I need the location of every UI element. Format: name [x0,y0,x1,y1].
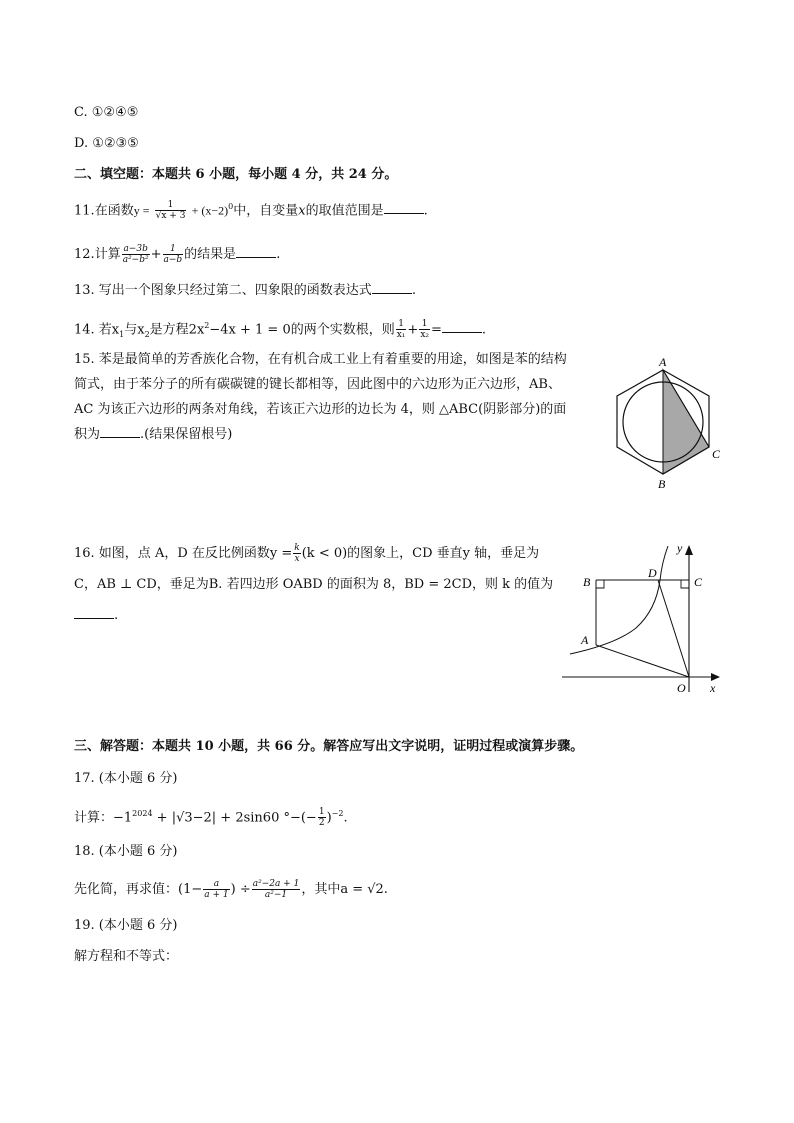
q11-text-b: 中，自变量 [233,203,299,219]
question-14: 14. 若$x_1$与$x_2$是方程$2x^2-4x + 1 = 0$的两个实数根，则 $\frac{1}{\text{x₁}}$ + $\frac{1}{\text{x₂}}$ = . [74,319,487,341]
question-13: 13. 写出一个图象只经过第二、四象限的函数表达式 . [74,283,416,298]
q18-title: 18. (本小题 6 分) [74,844,178,859]
q12-text-a: 计算 [94,247,121,262]
q16-label-x: x [710,681,716,695]
q15-line-2: 简式，由于苯分子的所有碳碳键的键长都相等，因此图中的六边形为正六边形，AB、 [74,377,561,392]
q15-answer-blank[interactable] [100,425,140,438]
q14-equals: = [431,322,442,338]
q11-text-a: 在函数 [94,203,134,219]
question-15 [74,347,602,447]
q16-line-2: C，AB ⊥ CD，垂足为B. 若四边形 OABD 的面积为 8，BD = 2CD，则 k 的值为 [74,577,554,592]
section3-heading: 三、解答题：本题共 10 小题，共 66 分。解答应写出文字说明，证明过程或演算步骤。 [74,739,584,754]
q13-answer-blank[interactable] [372,281,412,294]
q18-fraction-1: $\frac{a}{a + 1}$ [204,879,229,900]
q11-num: 11. [74,203,95,219]
q14-sub-2: 2 [144,329,150,339]
option-c: C. ①②④⑤ [74,105,139,120]
q14-text-d: −4x + 1 = 0的两个实数根，则 [209,322,395,338]
q15-label-b: B [658,477,666,491]
q12-fraction-1: $\frac{a-3b}{\text{a²−b²}}$ [122,244,149,265]
q15-benzene-figure [606,352,728,492]
q11-fraction: $\frac{1}{√x + 3}$ [155,200,186,222]
option-d: D. ①②③⑤ [74,136,139,151]
q16-label-y: y [677,541,683,555]
q18-fraction-2: $\frac{\text{a²−2a + 1}}{\text{a²−1}}$ [252,879,300,900]
question-11: 11.在函数y = $\frac{1}{√x + 3}$ + $(x-2)^0$中，自变量x的取值范围是 . [74,200,428,222]
q15-line-3: AC 为该正六边形的两条对角线，若该正六边形的边长为 4，则 △ABC(阴影部分)的面 [74,402,567,417]
q16-figure [556,536,728,698]
q13-text: 13. 写出一个图象只经过第二、四象限的函数表达式 [74,283,372,298]
q12-fraction-2: $\frac{1}{a-b}$ [163,244,183,265]
q12-plus: + [150,247,162,262]
q16-label-d: D [648,566,657,580]
q11-expr-y: y = [133,203,150,218]
question-12: 12.计算 $\frac{a-3b}{\text{a²−b²}}$ + $\frac{1}{a-b}$ 的结果是 . [74,244,281,265]
q16-line-3: . [74,603,564,628]
q14-answer-blank[interactable] [442,320,482,333]
q11-answer-blank[interactable] [384,201,424,214]
q11-expr-tail: + (x−2) [191,203,229,218]
q11-var: x [298,203,306,219]
q16-label-c: C [694,575,703,589]
q17-fraction: $\frac{1}{2}$ [318,807,325,829]
q16-line-1: 16. 如图，点 A，D 在反比例函数y = $\frac{k}{x}$ (k < 0)的图象上，CD 垂直y 轴，垂足为 [74,543,540,564]
q15-shaded-triangle [663,370,709,474]
q14-text-b: 与x [124,322,145,338]
q15-line-4: 积为 .(结果保留根号) [74,427,233,442]
q14-fraction-1: $\frac{1}{\text{x₁}}$ [396,319,406,341]
question-16 [74,541,564,628]
q19-body: 解方程和不等式： [74,949,179,964]
q15-label-c: C [712,447,721,461]
q16-fraction: $\frac{k}{x}$ [294,543,300,564]
q14-fraction-2: $\frac{1}{\text{x₂}}$ [420,319,430,341]
q11-text-c: 的取值范围是 [305,203,384,219]
q14-text-a: 14. 若x [74,322,120,338]
q14-plus: + [407,322,419,338]
q12-text-b: 的结果是 [184,247,237,262]
q16-label-b: B [583,575,591,589]
q12-answer-blank[interactable] [236,245,276,258]
q18-body: 先化简，再求值：(1− $\frac{a}{a + 1}$ ) ÷ $\frac{\text{a²−2a + 1}}{\text{a²−1}}$ ，其中a = √2. [74,879,388,900]
q19-title: 19. (本小题 6 分) [74,918,178,933]
q12-num: 12. [74,247,95,262]
q15-line-1: 15. 苯是最简单的芳香族化合物，在有机合成工业上有着重要的用途，如图是苯的结构 [74,352,567,367]
q11-exp0: 0 [228,202,234,211]
q17-body: 计算：$-1^{2024} + |√3-2| + 2\sin 60$ °−(− $\frac{1}{2}$ )$^{-2}$. [74,807,348,829]
q17-title: 17. (本小题 6 分) [74,771,178,786]
q16-label-o: O [677,681,686,695]
q14-sub-1: 1 [119,329,125,339]
q14-text-c: 是方程2x [149,322,205,338]
section2-heading: 二、填空题：本题共 6 小题，每小题 4 分，共 24 分。 [74,167,398,182]
q16-label-a: A [581,633,589,647]
q14-sup-2: 2 [204,321,210,330]
q15-label-a: A [659,355,667,369]
q16-answer-blank[interactable] [74,606,114,619]
